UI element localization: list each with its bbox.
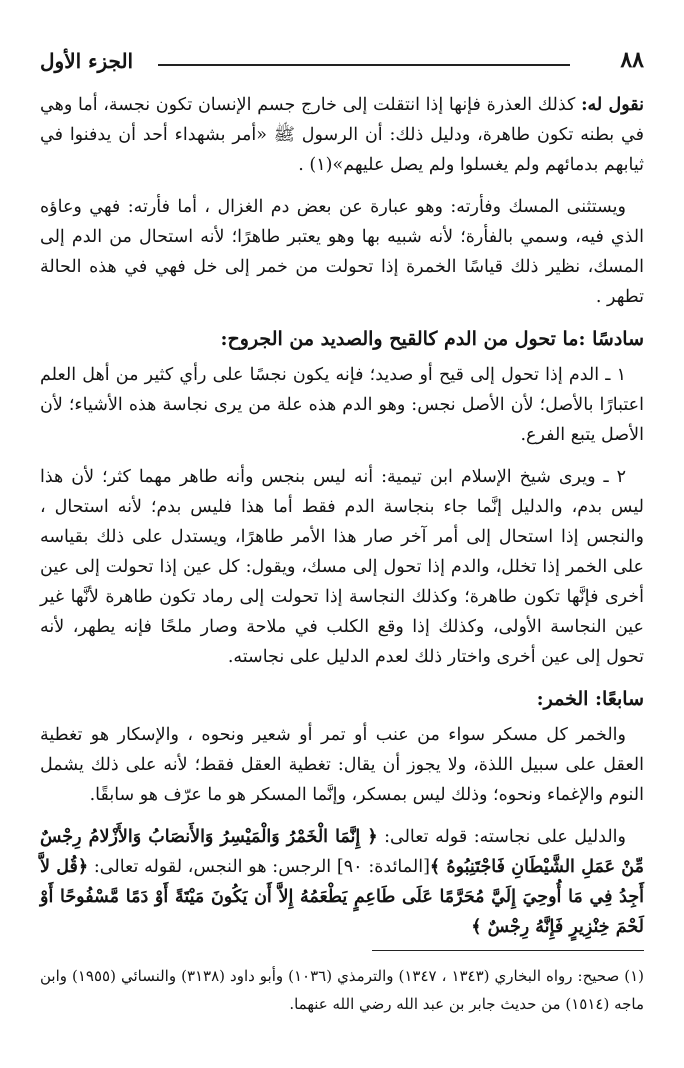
footnote: (١) صحيح: رواه البخاري (١٣٤٣ ، ١٣٤٧) والترمذي (١٠٣٦) وأبو داود (٣١٣٨) والنسائي (١٩٥٥) وابن ماجه (١٥١٤) من حديث جابر بن عبد الله رضي الله عنهما.	[40, 967, 644, 1013]
paragraph-musk: ويستثنى المسك وفأرته: وهو عبارة عن بعض دم الغزال ، أما فأرته: فهي وعاؤه الذي فيه، وسمي بالفأرة؛ لأنه شبيه بها وهو يعتبر طاهرًا؛ لأنه استحال من الدم إلى المسك، نظير ذلك قياسًا الخمرة إذا تحولت من خمر إلى خل فهي في هذه الحالة تطهر .	[40, 197, 644, 307]
section-heading-6: سادسًا :ما تحول من الدم كالقيح والصديد من الجروح:	[220, 328, 644, 350]
page-header	[40, 47, 644, 83]
paragraph-reply	[40, 90, 644, 180]
footnote-separator	[372, 950, 644, 951]
quran-verse-2: ﴿قُل لاَّ أَجِدُ فِي مَا أُوحِيَ إِلَيَّ مُحَرَّمًا عَلَى طَاعِمٍ يَطْعَمُهُ إِلاَّ أَن يَكُونَ مَيْتَةً أَوْ دَمًا مَّسْفُوحًا أَوْ لَحْمَ خِنْزِيرٍ فَإِنَّهُ رِجْسٌ ﴾	[40, 857, 644, 937]
header-rule	[158, 64, 570, 66]
page-body	[40, 90, 644, 954]
evidence-intro: والدليل على نجاسته: قوله تعالى:	[377, 827, 626, 847]
paragraph-item-1: ١ ـ الدم إذا تحول إلى قيح أو صديد؛ فإنه يكون نجسًا على رأي كثير من أهل العلم اعتبارًا بالأصل؛ لأن الأصل نجس: وهو الدم هذه علة من يرى نجاسة هذه الأشياء؛ لأن الأصل يتبع الفرع.	[40, 365, 644, 445]
verse-reference: [المائدة: ٩٠] الرجس: هو النجس، لقوله تعالى:	[88, 857, 430, 877]
page-number: ٨٨	[620, 47, 644, 73]
paragraph-wine-definition: والخمر كل مسكر سواء من عنب أو تمر أو شعير ونحوه ، والإسكار هو تغطية العقل على سبيل اللذة، ولا يجوز أن يقال: تغطية العقل فقط؛ لأنه على ذلك يشمل النوم والإغماء ونحوه؛ وذلك ليس بمسكر، وإنَّما المسكر هو ما عرّف هو سابقًا.	[40, 725, 644, 805]
paragraph-item-2: ٢ ـ ويرى شيخ الإسلام ابن تيمية: أنه ليس بنجس وأنه طاهر مهما كثر؛ لأن هذا ليس بدم، والدليل إنَّما جاء بنجاسة الدم فقط أما هذا فليس بدم؛ لأنه استحال ، والنجس إذا استحال إلى أمر آخر صار هذا الأمر طاهرًا، ويستدل على ذلك بقياسه على الخمر إذا تخلل، والدم إذا تحول إلى مسك، ويقول: كل عين إذا تحولت إلى عين أخرى فإنَّها تكون طاهرة؛ وكذلك النجاسة إذا تحولت إلى رماد تكون طاهرة لأنَّها غير عين النجاسة الأولى، وكذلك إذا وقع الكلب في ملاحة وصار ملحًا فإنه يطهر، لأنه تحول إلى عين أخرى واختار ذلك لعدم الدليل على نجاسته.	[40, 467, 644, 667]
quran-verse-1: ﴿ إِنَّمَا الْخَمْرُ وَالْمَيْسِرُ وَالأَنصَابُ وَالأَزْلامُ رِجْسٌ مِّنْ عَمَلِ الشَّيْطَانِ فَاجْتَنِبُوهُ ﴾	[40, 827, 644, 877]
paragraph-evidence	[40, 822, 644, 942]
paragraph-text: كذلك العذرة فإنها إذا انتقلت إلى خارج جسم الإنسان تكون نجسة، أما وهي في بطنه تكون طاهرة، ودليل ذلك: أن الرسول ﷺ «أمر بشهداء أحد أن يدفنوا في ثيابهم بدمائهم ولم يغسلوا ولم يصل عليهم»(١) .	[40, 95, 644, 175]
section-heading-7: سابعًا: الخمر:	[536, 688, 644, 710]
part-title: الجزء الأول	[40, 49, 134, 73]
paragraph-lead: نقول له:	[581, 95, 644, 115]
